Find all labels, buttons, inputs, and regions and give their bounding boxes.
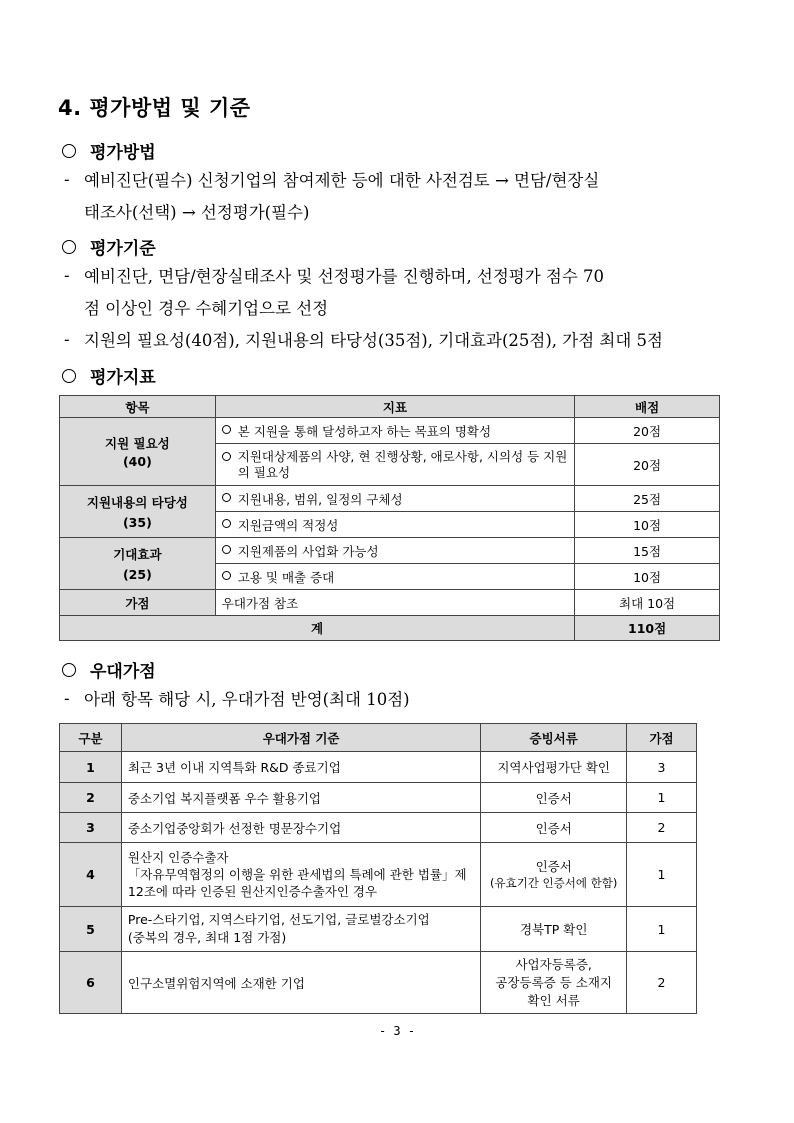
circle-bullet-icon bbox=[62, 663, 76, 677]
page-number: - 3 - bbox=[378, 1024, 416, 1038]
indicator-table bbox=[59, 395, 720, 641]
indicator-title bbox=[62, 363, 156, 388]
table-row: 지원내용, 범위, 일정의 구체성 bbox=[215, 486, 574, 512]
table-row: 지원제품의 사업화 가능성 bbox=[215, 538, 574, 564]
circle-bullet-icon bbox=[222, 425, 231, 434]
row-points: 20점 bbox=[575, 418, 720, 444]
table-row: 고용 및 매출 증대 bbox=[215, 564, 574, 590]
group-effect: 기대효과 (25) bbox=[60, 538, 216, 590]
table-row: 5 Pre-스타기업, 지역스타기업, 선도기업, 글로벌강소기업 (중복의 경우, 최대 1점 가점) 경북TP 확인 1 bbox=[60, 907, 697, 952]
circle-bullet-icon bbox=[62, 144, 76, 158]
table-row: 지원대상제품의 사양, 현 진행상황, 애로사항, 시의성 등 지원의 필요성 bbox=[215, 444, 574, 486]
bonus-label: 가점 bbox=[60, 590, 216, 616]
criteria-title bbox=[62, 234, 156, 259]
group-validity: 지원내용의 타당성 (35) bbox=[60, 486, 216, 538]
total-points: 110점 bbox=[575, 616, 720, 641]
row-points: 25점 bbox=[575, 486, 720, 512]
circle-bullet-icon bbox=[222, 493, 231, 502]
table-row: 지원금액의 적정성 bbox=[215, 512, 574, 538]
section-heading: 4. 평가방법 및 기준 bbox=[58, 96, 251, 120]
header-item: 항목 bbox=[60, 396, 216, 418]
circle-bullet-icon bbox=[222, 519, 231, 528]
criteria-line-2: 점 이상인 경우 수혜기업으로 선정 bbox=[84, 299, 329, 318]
bonus-text: 우대가점 참조 bbox=[215, 590, 574, 616]
dash-marker: - bbox=[64, 689, 70, 708]
header-criterion: 우대가점 기준 bbox=[121, 724, 480, 752]
circle-bullet-icon bbox=[222, 571, 231, 580]
circle-bullet-icon bbox=[222, 545, 231, 554]
total-label: 계 bbox=[60, 616, 575, 641]
bonus-title bbox=[62, 657, 156, 682]
table-row: 본 지원을 통해 달성하고자 하는 목표의 명확성 bbox=[215, 418, 574, 444]
bonus-points: 최대 10점 bbox=[575, 590, 720, 616]
table-row: 6 인구소멸위험지역에 소재한 기업 사업자등록증, 공장등록증 등 소재지 확인 서류 2 bbox=[60, 952, 697, 1014]
circle-bullet-icon bbox=[62, 240, 76, 254]
method-line-1: 예비진단(필수) 신청기업의 참여제한 등에 대한 사전검토 → 면담/현장실 bbox=[84, 171, 600, 190]
row-points: 20점 bbox=[575, 444, 720, 486]
indicator-title-text: 평가지표 bbox=[90, 368, 156, 388]
table-row: 2 중소기업 복지플랫폼 우수 활용기업 인증서 1 bbox=[60, 783, 697, 813]
criteria-line-3: 지원의 필요성(40점), 지원내용의 타당성(35점), 기대효과(25점), 가점 최대 5점 bbox=[84, 331, 663, 350]
criteria-title-text: 평가기준 bbox=[90, 239, 156, 259]
method-title-text: 평가방법 bbox=[90, 143, 156, 163]
header-points: 배점 bbox=[575, 396, 720, 418]
table-row: 3 중소기업중앙회가 선정한 명문장수기업 인증서 2 bbox=[60, 813, 697, 843]
table-row: 4 원산지 인증수출자 「자유무역협정의 이행을 위한 관세법의 특례에 관한 법률」제12조에 따라 인증된 원산지인증수출자인 경우 인증서 (유효기간 인증서에 한함) 1 bbox=[60, 843, 697, 907]
circle-bullet-icon bbox=[62, 369, 76, 383]
dash-marker: - bbox=[64, 266, 70, 285]
criteria-line-1: 예비진단, 면담/현장실태조사 및 선정평가를 진행하며, 선정평가 점수 70 bbox=[84, 267, 605, 286]
dash-marker: - bbox=[64, 170, 70, 189]
header-doc: 증빙서류 bbox=[481, 724, 627, 752]
circle-bullet-icon bbox=[222, 452, 231, 461]
group-need: 지원 필요성 (40) bbox=[60, 418, 216, 486]
row-points: 10점 bbox=[575, 564, 720, 590]
table-row: 1 최근 3년 이내 지역특화 R&D 종료기업 지역사업평가단 확인 3 bbox=[60, 752, 697, 783]
bonus-line: 아래 항목 해당 시, 우대가점 반영(최대 10점) bbox=[84, 690, 410, 709]
row-points: 15점 bbox=[575, 538, 720, 564]
bonus-title-text: 우대가점 bbox=[90, 662, 156, 682]
bonus-table bbox=[59, 723, 697, 1014]
method-title bbox=[62, 138, 156, 163]
dash-marker: - bbox=[64, 330, 70, 349]
row-points: 10점 bbox=[575, 512, 720, 538]
header-no: 구분 bbox=[60, 724, 122, 752]
method-line-2: 태조사(선택) → 선정평가(필수) bbox=[84, 203, 310, 222]
header-pts: 가점 bbox=[627, 724, 697, 752]
header-indicator: 지표 bbox=[215, 396, 574, 418]
